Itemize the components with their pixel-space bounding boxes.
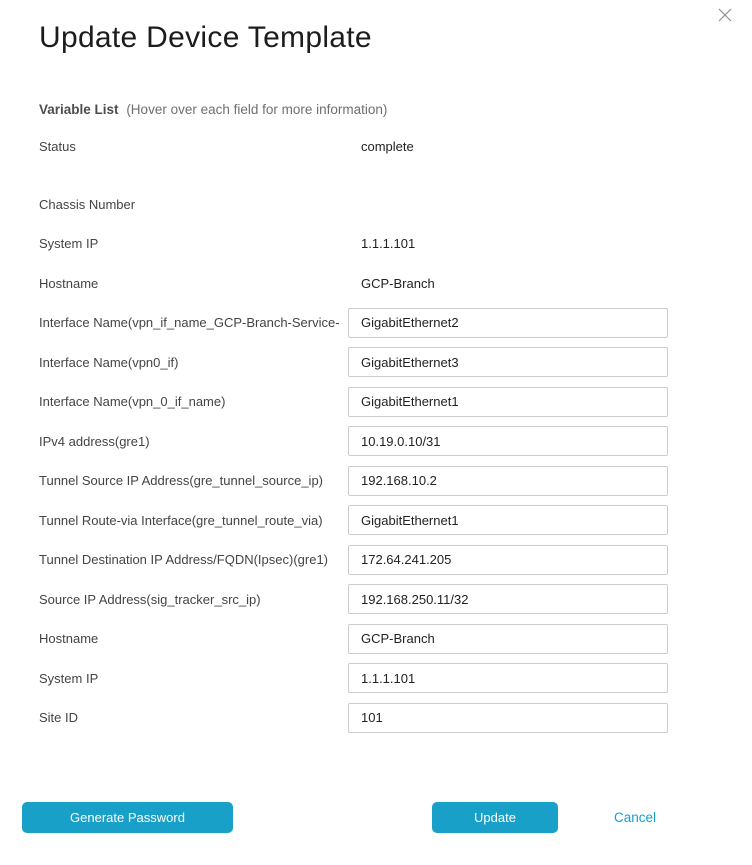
- field-value-cell: [348, 236, 415, 251]
- field-row-interface-name-vpn-0-if-name: [39, 382, 752, 422]
- field-input-tunnel-source-ip[interactable]: [348, 466, 668, 496]
- field-value-cell: [348, 347, 668, 377]
- field-label-hostname-2: Hostname: [39, 631, 99, 647]
- field-row-chassis-number: [39, 185, 752, 225]
- field-input-tunnel-route-via[interactable]: [348, 505, 668, 535]
- variable-list-heading: Variable List: [39, 102, 119, 117]
- generate-password-button[interactable]: Generate Password: [22, 802, 233, 833]
- field-row-tunnel-route-via: [39, 501, 752, 541]
- field-value-cell: [348, 584, 668, 614]
- page-title: Update Device Template: [39, 21, 372, 54]
- close-x-glyph: [718, 8, 732, 22]
- field-input-tunnel-destination-ip[interactable]: [348, 545, 668, 575]
- field-row-site-id: [39, 698, 752, 738]
- field-label-site-id: Site ID: [39, 710, 79, 726]
- field-label-system-ip-2: System IP: [39, 670, 99, 686]
- field-row-system-ip: [39, 224, 752, 264]
- close-icon[interactable]: [716, 6, 734, 24]
- field-label-chassis-number: Chassis Number: [39, 196, 136, 212]
- field-row-interface-name-vpn-if-name: [39, 303, 752, 343]
- cancel-link[interactable]: Cancel: [614, 809, 657, 825]
- field-label-interface-name-vpn0-if: Interface Name(vpn0_if): [39, 354, 179, 370]
- field-row-interface-name-vpn0-if: [39, 343, 752, 383]
- field-value-cell: [348, 703, 668, 733]
- field-row-tunnel-destination-ip: [39, 540, 752, 580]
- field-value-cell: [348, 426, 668, 456]
- field-label-system-ip: System IP: [39, 236, 99, 252]
- field-label-status: Status: [39, 139, 76, 155]
- field-input-interface-name-vpn-0-if-name[interactable]: [348, 387, 668, 417]
- field-label-tunnel-route-via: Tunnel Route-via Interface(gre_tunnel_route_via): [39, 512, 323, 528]
- field-row-ipv4-address-gre1: [39, 422, 752, 462]
- field-row-tunnel-source-ip: [39, 461, 752, 501]
- field-value-cell: [348, 663, 668, 693]
- field-input-hostname-2[interactable]: [348, 624, 668, 654]
- field-label-interface-name-vpn-if-name: Interface Name(vpn_if_name_GCP-Branch-Service-: [39, 315, 340, 331]
- field-value-cell: [348, 466, 668, 496]
- field-value-cell: [348, 276, 435, 291]
- field-input-source-ip-sig-tracker[interactable]: [348, 584, 668, 614]
- dialog-footer: [22, 802, 752, 833]
- field-row-status: [39, 127, 752, 167]
- field-label-source-ip-sig-tracker: Source IP Address(sig_tracker_src_ip): [39, 591, 261, 607]
- variable-list-header: [39, 102, 752, 118]
- field-value-system-ip: 1.1.1.101: [361, 236, 416, 252]
- field-input-interface-name-vpn0-if[interactable]: [348, 347, 668, 377]
- field-input-site-id[interactable]: [348, 703, 668, 733]
- field-value-cell: [348, 624, 668, 654]
- field-row-hostname-2: [39, 619, 752, 659]
- field-value-cell: [348, 139, 414, 154]
- variable-list: [39, 127, 752, 738]
- field-value-status: complete: [361, 139, 414, 155]
- field-row-source-ip-sig-tracker: [39, 580, 752, 620]
- field-row-system-ip-2: [39, 659, 752, 699]
- variable-list-hint: (Hover over each field for more information): [126, 102, 388, 117]
- field-input-interface-name-vpn-if-name[interactable]: [348, 308, 668, 338]
- field-value-cell: [348, 308, 668, 338]
- field-input-ipv4-address-gre1[interactable]: [348, 426, 668, 456]
- field-value-cell: [348, 505, 668, 535]
- field-label-ipv4-address-gre1: IPv4 address(gre1): [39, 433, 150, 449]
- field-value-hostname: GCP-Branch: [361, 275, 435, 291]
- field-label-tunnel-source-ip: Tunnel Source IP Address(gre_tunnel_source_ip): [39, 473, 324, 489]
- field-label-tunnel-destination-ip: Tunnel Destination IP Address/FQDN(Ipsec)(gre1): [39, 552, 329, 568]
- field-row-hostname: [39, 264, 752, 304]
- field-value-cell: [348, 387, 668, 417]
- field-value-cell: [348, 545, 668, 575]
- field-input-system-ip-2[interactable]: [348, 663, 668, 693]
- update-button[interactable]: Update: [432, 802, 558, 833]
- field-label-interface-name-vpn-0-if-name: Interface Name(vpn_0_if_name): [39, 394, 226, 410]
- field-label-hostname: Hostname: [39, 275, 99, 291]
